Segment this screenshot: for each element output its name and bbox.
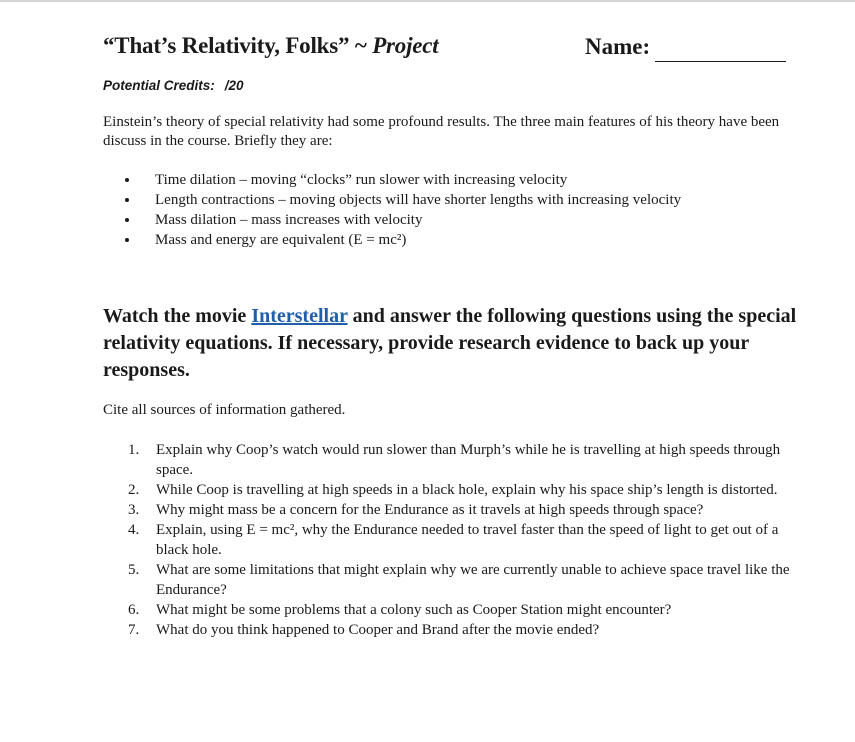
question-number: 6. — [128, 602, 140, 618]
bullet-icon — [125, 198, 129, 202]
features-list — [117, 170, 681, 250]
feature-text: Mass dilation – mass increases with velocity — [155, 212, 423, 228]
name-blank-line — [655, 61, 786, 62]
question-text: While Coop is travelling at high speeds in a black hole, explain why his space ship’s length is distorted. — [156, 482, 778, 498]
question-number: 3. — [128, 502, 140, 518]
list-item — [124, 600, 804, 620]
question-text: What do you think happened to Cooper and Brand after the movie ended? — [156, 622, 600, 638]
cite-note: Cite all sources of information gathered. — [103, 402, 346, 418]
credits-score: /20 — [224, 78, 244, 93]
question-text: Why might mass be a concern for the Endurance as it travels at high speeds through space? — [156, 502, 704, 518]
page-top-edge — [0, 0, 855, 2]
feature-text: Time dilation – moving “clocks” run slower with increasing velocity — [155, 172, 568, 188]
name-label: Name: — [585, 34, 651, 59]
question-text: Explain why Coop’s watch would run slower than Murph’s while he is travelling at high speeds through space. — [156, 442, 781, 478]
list-item — [124, 440, 804, 480]
bullet-icon — [125, 178, 129, 182]
instruction-suffix: and answer the following questions using the special relativity equations. If necessary, provide research evidence to back up your responses. — [103, 305, 797, 381]
question-number: 4. — [128, 522, 140, 538]
question-number: 2. — [128, 482, 140, 498]
bullet-icon — [125, 238, 129, 242]
list-item — [124, 500, 804, 520]
questions-list — [124, 440, 804, 640]
question-text: What might be some problems that a colony such as Cooper Station might encounter? — [156, 602, 672, 618]
credits-label: Potential Credits: — [103, 78, 215, 93]
list-item — [124, 560, 804, 600]
instruction-prefix: Watch the movie — [103, 305, 252, 327]
document-title — [103, 33, 439, 59]
question-text: What are some limitations that might explain why we are currently unable to achieve space travel like the Endurance? — [156, 562, 790, 598]
intro-paragraph: Einstein’s theory of special relativity had some profound results. The three main features of his theory have been discuss in the course. Briefly they are: — [103, 114, 780, 149]
title-main: “That’s Relativity, Folks” ~ — [103, 33, 373, 58]
list-item — [117, 210, 681, 230]
bullet-icon — [125, 218, 129, 222]
question-number: 1. — [128, 442, 140, 458]
list-item — [117, 190, 681, 210]
interstellar-link[interactable]: Interstellar — [251, 305, 348, 327]
feature-text: Length contractions – moving objects will have shorter lengths with increasing velocity — [155, 192, 682, 208]
list-item — [124, 480, 804, 500]
feature-text: Mass and energy are equivalent (E = mc²) — [155, 232, 407, 248]
list-item — [124, 520, 804, 560]
instruction-heading — [103, 303, 803, 384]
list-item — [117, 230, 681, 250]
question-number: 7. — [128, 622, 140, 638]
title-project: Project — [372, 33, 439, 58]
question-text: Explain, using E = mc², why the Endurance needed to travel faster than the speed of light to get out of a black hole. — [156, 522, 779, 558]
list-item — [117, 170, 681, 190]
list-item — [124, 620, 804, 640]
potential-credits — [103, 78, 244, 93]
question-number: 5. — [128, 562, 140, 578]
